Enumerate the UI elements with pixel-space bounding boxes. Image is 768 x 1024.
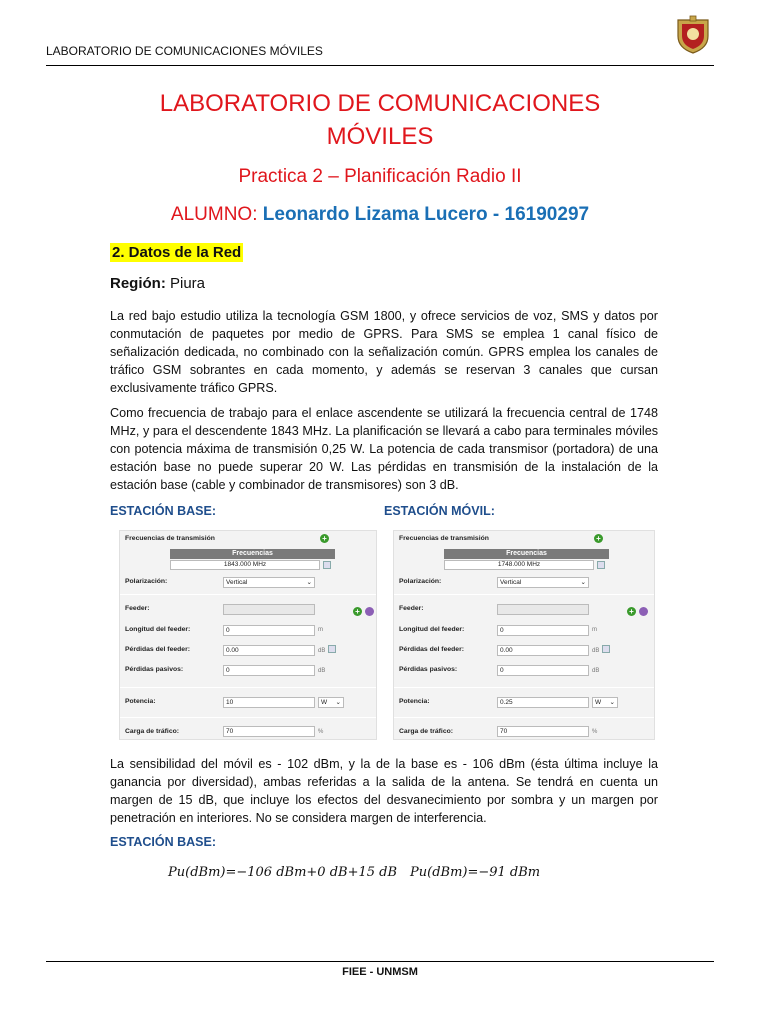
passive-loss-label: Pérdidas pasivos: xyxy=(399,666,458,673)
power-label: Potencia: xyxy=(399,698,430,705)
power-label: Potencia: xyxy=(125,698,156,705)
calculator-icon[interactable] xyxy=(328,645,336,653)
base-station-heading-2: ESTACIÓN BASE: xyxy=(110,835,217,849)
feeder-label: Feeder: xyxy=(125,605,150,612)
polarization-select[interactable]: Vertical ⌄ xyxy=(497,577,589,588)
feeder-length-label: Longitud del feeder: xyxy=(399,626,465,633)
page-footer: FIEE - UNMSM xyxy=(342,966,418,978)
base-station-panel xyxy=(119,530,377,740)
edit-frequency-icon[interactable] xyxy=(597,561,605,569)
mobile-station-heading: ESTACIÓN MÓVIL: xyxy=(384,504,495,518)
feeder-length-unit: m xyxy=(592,627,597,633)
feeder-input[interactable] xyxy=(497,604,589,615)
paragraph-sensitivity: La sensibilidad del móvil es - 102 dBm, y la de la base es - 106 dBm (ésta última incluye la ganancia por diversidad), ambas referidas a la salida de la antena. Se tendrá en cuenta un margen de 15 dB, que incluye los efectos del desvanecimiento por sombra y un margen por penetración en interiores. No se considera margen de interferencia. xyxy=(110,757,658,825)
feeder-length-input[interactable]: 0 xyxy=(223,625,315,636)
freq-table-value[interactable]: 1748.000 MHz xyxy=(444,560,594,570)
passive-loss-unit: dB xyxy=(592,668,600,674)
document-title-line1: LABORATORIO DE COMUNICACIONES xyxy=(159,90,601,117)
feeder-loss-input[interactable]: 0.00 xyxy=(223,645,315,656)
traffic-unit: % xyxy=(318,729,324,735)
power-input[interactable]: 10 xyxy=(223,697,315,708)
feeder-loss-label: Pérdidas del feeder: xyxy=(125,646,190,653)
header-title: LABORATORIO DE COMUNICACIONES MÓVILES xyxy=(46,44,323,58)
university-crest-icon xyxy=(674,14,712,54)
paragraph-frequencies: Como frecuencia de trabajo para el enlace ascendente se utilizará la frecuencia central de 1748 MHz, y para el descendente 1843 MHz. La planificación se llevará a cabo para terminales móviles con potencia máxima de transmisión 0,25 W. La potencia de cada transmisor (portadora) de una estación base no puede superar 20 W. Las pérdidas en transmisión de la instalación de la estación base (cable y combinador de transmisores) son 3 dB. xyxy=(110,406,658,492)
feeder-loss-label: Pérdidas del feeder: xyxy=(399,646,464,653)
formula-pu-result: Pu(dBm)=−91 dBm xyxy=(410,865,541,880)
edit-frequency-icon[interactable] xyxy=(323,561,331,569)
feeder-label: Feeder: xyxy=(399,605,424,612)
passive-loss-input[interactable]: 0 xyxy=(497,665,589,676)
feeder-input[interactable] xyxy=(223,604,315,615)
feeder-loss-input[interactable]: 0.00 xyxy=(497,645,589,656)
feeder-loss-unit: dB xyxy=(592,648,600,654)
feeder-length-input[interactable]: 0 xyxy=(497,625,589,636)
passive-loss-input[interactable]: 0 xyxy=(223,665,315,676)
power-input[interactable]: 0.25 xyxy=(497,697,589,708)
freq-table-header: Frecuencias xyxy=(444,549,609,559)
polarization-select[interactable]: Vertical ⌄ xyxy=(223,577,315,588)
traffic-input[interactable]: 70 xyxy=(223,726,315,737)
power-unit-select[interactable]: W ⌄ xyxy=(592,697,618,708)
polarization-label: Polarización: xyxy=(399,578,442,585)
traffic-input[interactable]: 70 xyxy=(497,726,589,737)
power-unit-select[interactable]: W ⌄ xyxy=(318,697,344,708)
traffic-unit: % xyxy=(592,729,598,735)
page-header xyxy=(46,0,714,66)
freqs-label: Frecuencias de transmisión xyxy=(399,535,489,542)
base-station-heading: ESTACIÓN BASE: xyxy=(110,504,217,518)
practice-subtitle: Practica 2 – Planificación Radio II xyxy=(238,166,522,187)
remove-feeder-icon[interactable] xyxy=(639,607,648,616)
feeder-loss-unit: dB xyxy=(318,648,326,654)
student-line xyxy=(46,204,714,226)
feeder-length-unit: m xyxy=(318,627,323,633)
passive-loss-label: Pérdidas pasivos: xyxy=(125,666,184,673)
region-line xyxy=(110,275,205,292)
student-label: ALUMNO: xyxy=(170,204,258,225)
region-label: Región: xyxy=(110,275,166,292)
add-frequency-icon[interactable]: + xyxy=(594,534,603,543)
freq-table-header: Frecuencias xyxy=(170,549,335,559)
freqs-label: Frecuencias de transmisión xyxy=(125,535,215,542)
add-frequency-icon[interactable]: + xyxy=(320,534,329,543)
mobile-station-panel xyxy=(393,530,655,740)
add-feeder-icon[interactable]: + xyxy=(353,607,362,616)
section-heading: 2. Datos de la Red xyxy=(112,244,242,261)
passive-loss-unit: dB xyxy=(318,668,326,674)
traffic-label: Carga de tráfico: xyxy=(399,728,454,735)
document-title-line2: MÓVILES xyxy=(326,123,434,150)
feeder-length-label: Longitud del feeder: xyxy=(125,626,191,633)
remove-feeder-icon[interactable] xyxy=(365,607,374,616)
student-name: Leonardo Lizama Lucero - 16190297 xyxy=(262,204,590,225)
polarization-label: Polarización: xyxy=(125,578,168,585)
traffic-label: Carga de tráfico: xyxy=(125,728,180,735)
region-value: Piura xyxy=(170,275,206,292)
footer-divider xyxy=(46,961,714,962)
formula-pu-sum: Pu(dBm)=−106 dBm+0 dB+15 dB xyxy=(168,865,398,880)
paragraph-network: La red bajo estudio utiliza la tecnología GSM 1800, y ofrece servicios de voz, SMS y datos por conmutación de paquetes por medio de GPRS. Para SMS se emplea 1 canal físico de señalización dedicada, no combinado con la señalización común. GPRS emplea los canales de tráfico GSM sobrantes en cada momento, y además se reservan 3 canales que cursan exclusivamente tráfico GPRS. xyxy=(110,309,658,395)
add-feeder-icon[interactable]: + xyxy=(627,607,636,616)
calculator-icon[interactable] xyxy=(602,645,610,653)
freq-table-value[interactable]: 1843.000 MHz xyxy=(170,560,320,570)
